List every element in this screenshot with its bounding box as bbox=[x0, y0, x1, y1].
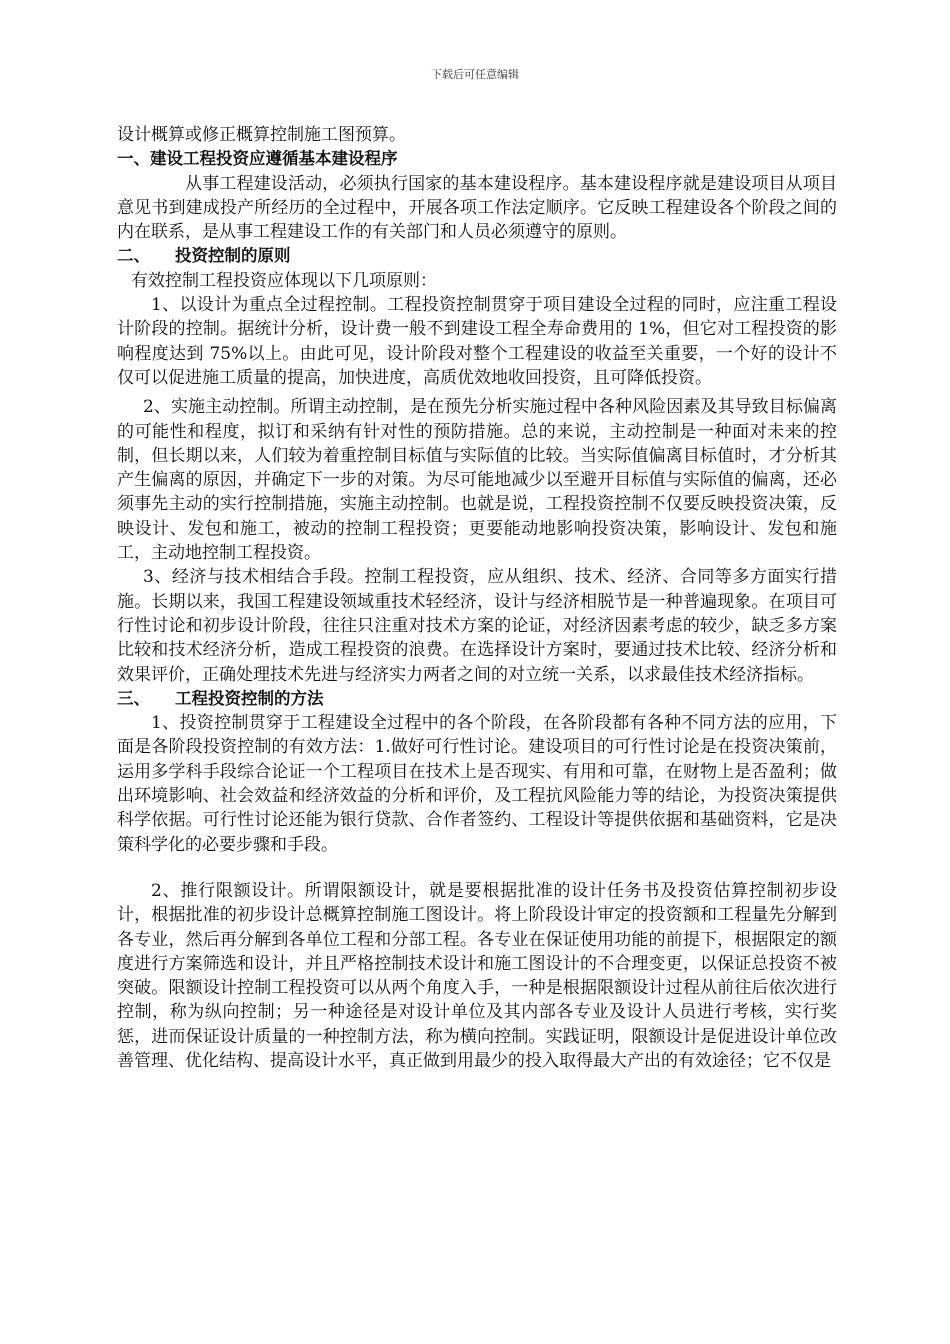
intro-line: 设计概算或修正概算控制施工图预算。 bbox=[117, 125, 406, 145]
section1-heading: 一、建设工程投资应遵循基本建设程序 bbox=[117, 149, 398, 169]
section2-lead: 有效控制工程投资应体现以下几项原则： bbox=[131, 270, 437, 291]
section2-paragraph-2: 2、实施主动控制。所谓主动控制，是在预先分析实施过程中各种风险因素及其导致目标偏离的可能性和程度，拟订和采纳有针对性的预防措施。总的来说，主动控制是一种面对未来的控制，但长期以来，人们较为着重控制目标值与实际值的比较。当实际值偏离目标值时，才分析其产生偏离的原因，并确定下一步的对策。为尽可能地减少以至避开目标值与实际值的偏离，还必须事先主动的实行控制措施，实施主动控制。也就是说，工程投资控制不仅要反映投资决策，反映设计、发包和施工，被动的控制工程投资；更要能动地影响投资决策，影响设计、发包和施工，主动地控制工程投资。 bbox=[117, 397, 837, 564]
section3-number: 三、 bbox=[117, 688, 150, 708]
section2-heading bbox=[117, 244, 837, 268]
section3-paragraph-2: 2、推行限额设计。所谓限额设计，就是要根据批准的设计任务书及投资估算控制初步设计，根据批准的初步设计总概算控制施工图设计。将上阶段设计审定的投资额和工程量先分解到各专业，然后再分解到各单位工程和分部工程。各专业在保证使用功能的前提下，根据限定的额度进行方案筛选和设计，并且严格控制技术设计和施工图设计的不合理变更，以保证总投资不被突破。限额设计控制工程投资可以从两个角度入手，一种是根据限额设计过程从前往后依次进行控制，称为纵向控制；另一种途径是对设计单位及其内部各专业及设计人员进行考核，实行奖惩，进而保证设计质量的一种控制方法，称为横向控制。实践证明，限额设计是促进设计单位改善管理、优化结构、提高设计水平，真正做到用最少的投入取得最大产出的有效途径；它不仅是 bbox=[117, 880, 837, 1071]
section2-paragraph-3: 3、经济与技术相结合手段。控制工程投资，应从组织、技术、经济、合同等多方面实行措施。长期以来，我国工程建设领域重技术轻经济，设计与经济相脱节是一种普遍现象。在项目可行性讨论和初步设计阶段，往往只注重对技术方案的论证，对经济因素考虑的较少，缺乏多方案比较和技术经济分析，造成工程投资的浪费。在选择设计方案时，要通过技术比较、经济分析和效果评价，正确处理技术先进与经济实力两者之间的对立统一关系，以求最佳技术经济指标。 bbox=[117, 567, 837, 685]
section3-heading bbox=[117, 687, 837, 711]
section2-title: 投资控制的原则 bbox=[175, 246, 291, 266]
section2-number: 二、 bbox=[117, 246, 150, 266]
section1-paragraph: 从事工程建设活动，必须执行国家的基本建设程序。基本建设程序就是建设项目从项目意见书到建成投产所经历的全过程中，开展各项工作法定顺序。它反映工程建设各个阶段之间的内在联系，是从事工程建设工作的有关部门和人员必须遵守的原则。 bbox=[117, 173, 837, 243]
section2-paragraph-1: 1、以设计为重点全过程控制。工程投资控制贯穿于项目建设全过程的同时，应注重工程设计阶段的控制。据统计分析，设计费一般不到建设工程全寿命费用的 1%，但它对工程投资的影响程度达到 75%以上。由此可见，设计阶段对整个工程建设的收益至关重要，一个好的设计不仅可以促进施工质量的提高，加快进度，高质优效地收回投资，且可降低投资。 bbox=[117, 295, 837, 388]
section3-paragraph-1: 1、投资控制贯穿于工程建设全过程中的各个阶段，在各阶段都有各种不同方法的应用，下面是各阶段投资控制的有效方法：1.做好可行性讨论。建设项目的可行性讨论是在投资决策前，运用多学科手段综合论证一个工程项目在技术上是否现实、有用和可靠，在财物上是否盈利；做出环境影响、社会效益和经济效益的分析和评价，及工程抗风险能力等的结论，为投资决策提供科学依据。可行性讨论还能为银行贷款、合作者签约、工程设计等提供依据和基础资料，它是决策科学化的必要步骤和手段。 bbox=[117, 713, 837, 855]
page-header: 下载后可任意编辑 bbox=[431, 68, 519, 81]
document-body bbox=[117, 123, 837, 1073]
section3-title: 工程投资控制的方法 bbox=[175, 688, 324, 708]
